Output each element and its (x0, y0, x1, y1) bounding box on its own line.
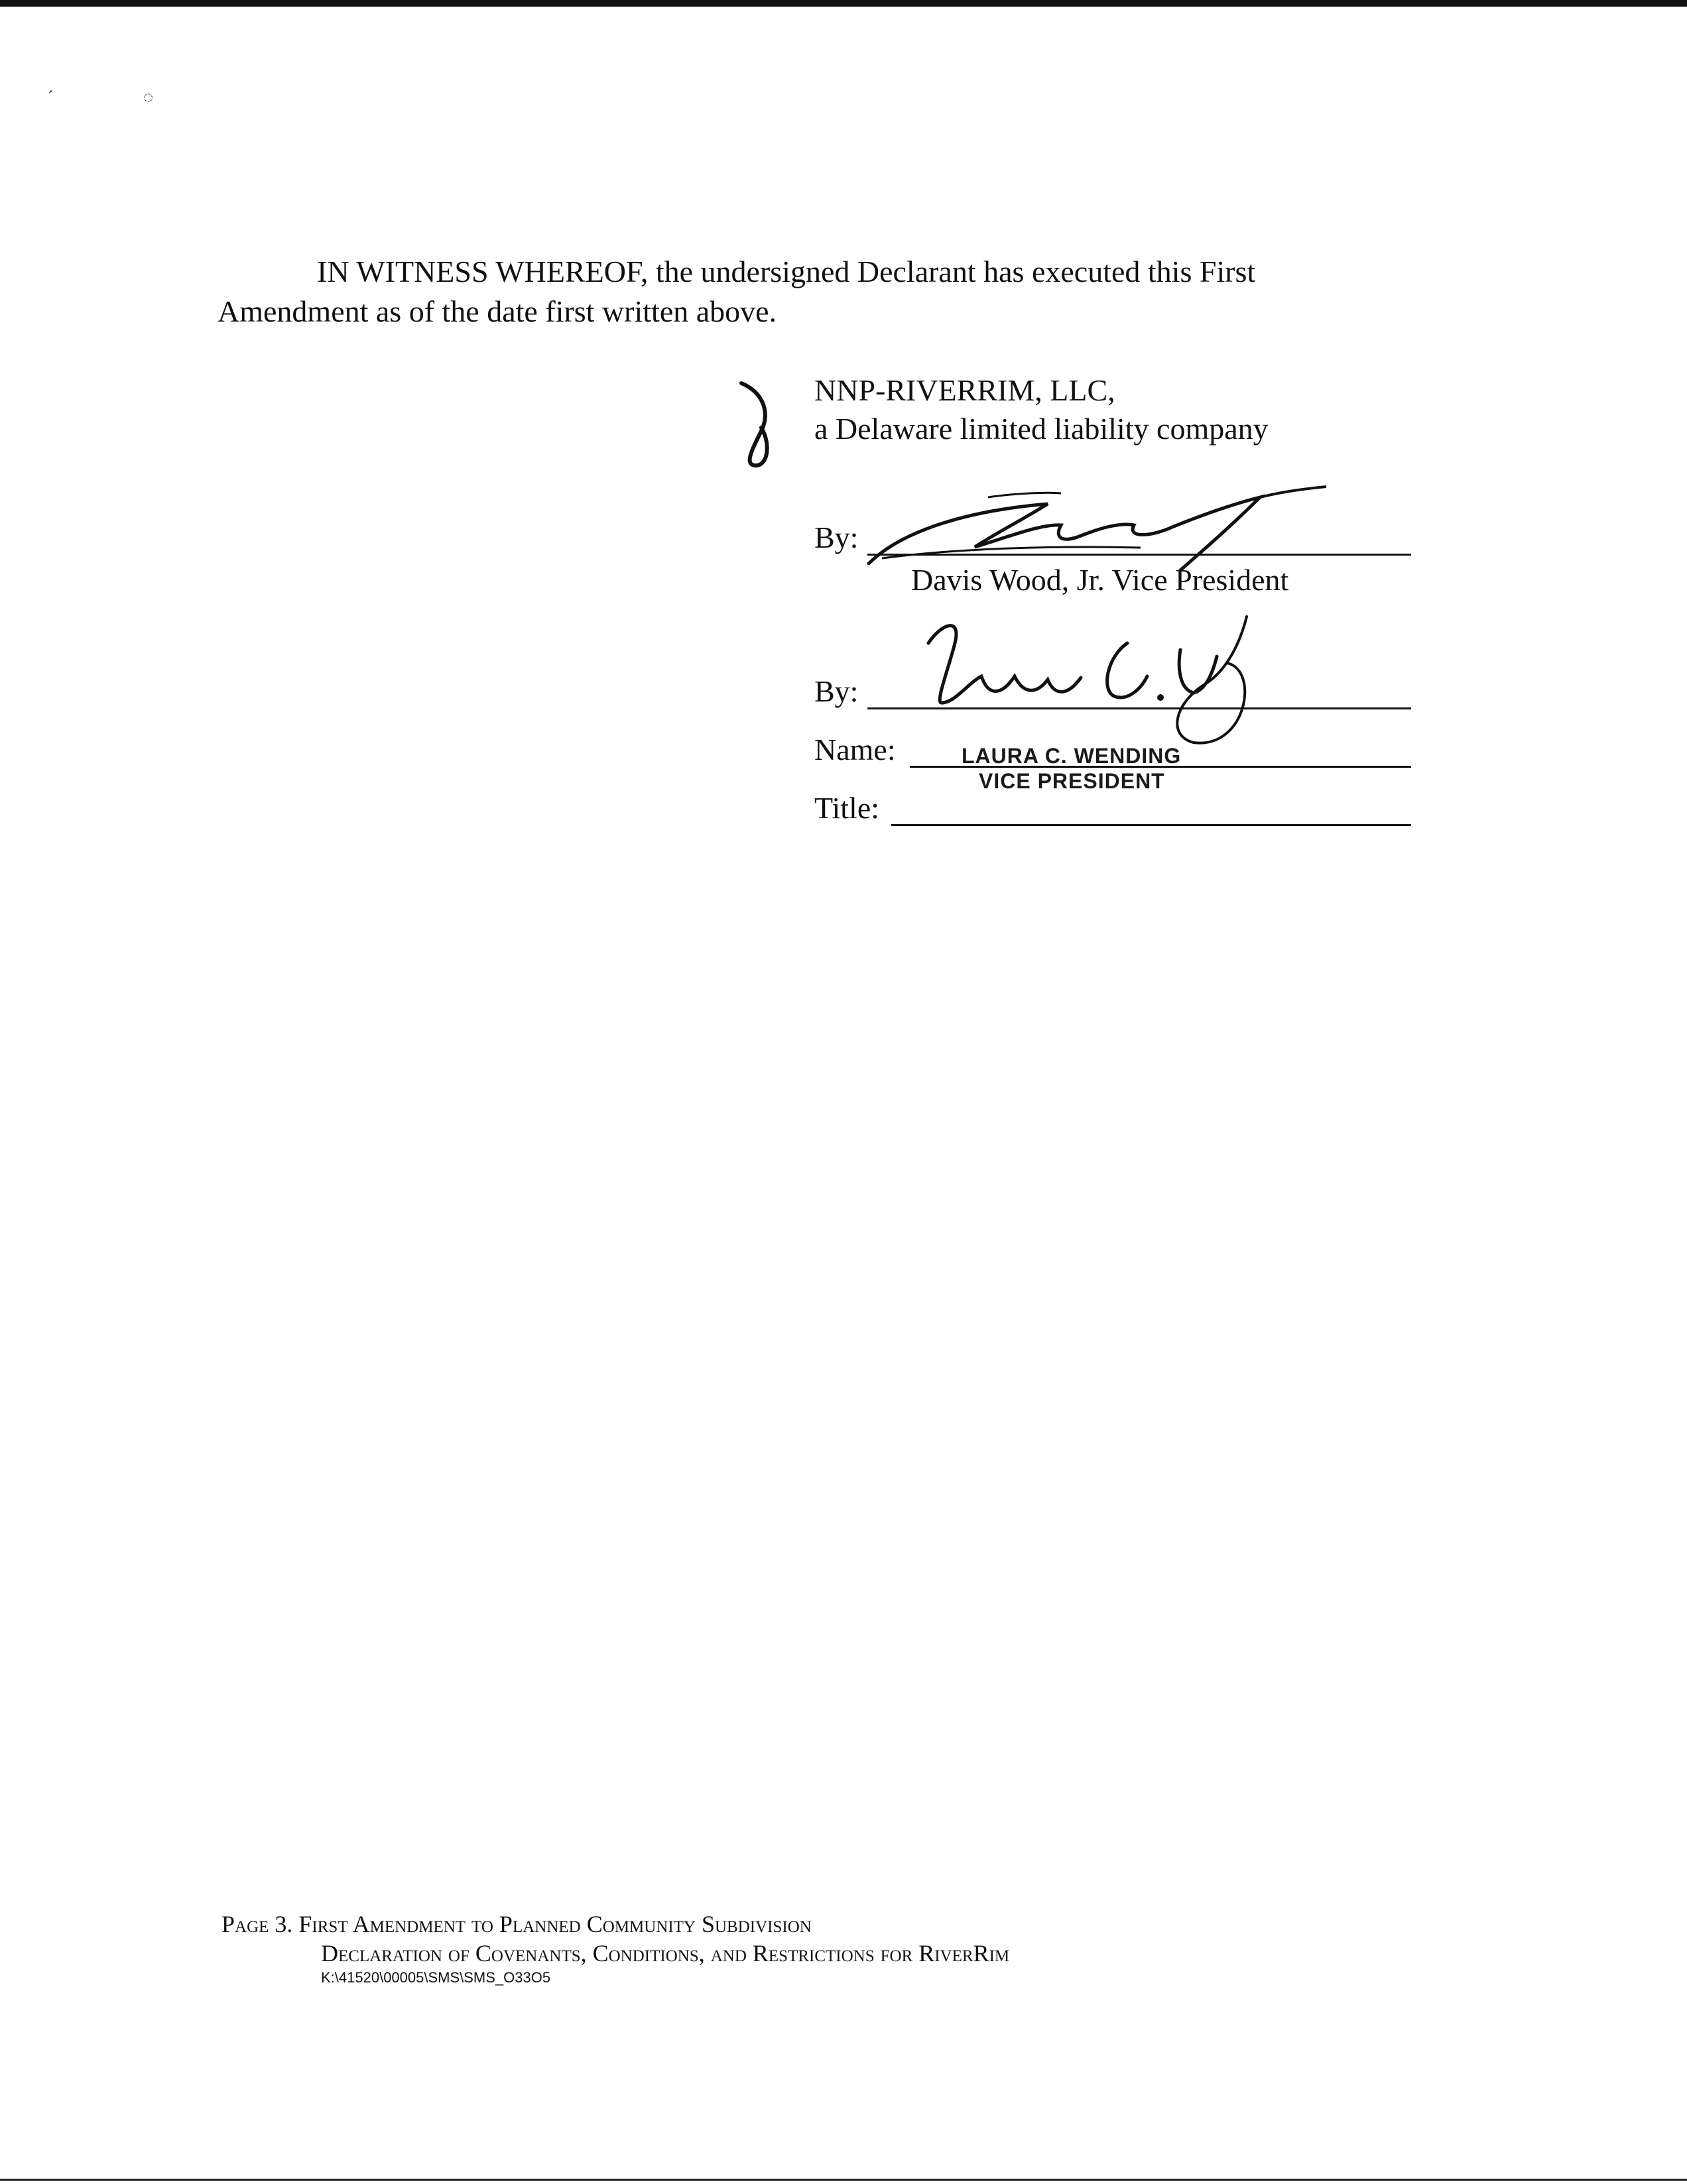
scan-edge-top (0, 0, 1687, 7)
title-line (891, 824, 1411, 826)
witness-paragraph (218, 252, 1424, 332)
title-label: Title: (814, 791, 880, 825)
signatory-1-printed-name: Davis Wood, Jr. Vice President (911, 563, 1289, 597)
footer-file-path: K:\41520\00005\SMS\SMS_O33O5 (321, 1969, 551, 1986)
by-label-1: By: (814, 520, 859, 554)
stamp-title: VICE PRESIDENT (979, 769, 1165, 793)
witness-line-2: Amendment as of the date first written above. (218, 294, 777, 328)
title-row (814, 790, 1411, 830)
margin-initial-mark (735, 378, 781, 471)
footer-page-number: Page 3. (221, 1911, 293, 1937)
by-label-2: By: (814, 674, 859, 708)
page-footer (221, 1910, 1009, 1988)
footer-line-2: Declaration of Covenants, Conditions, and Restrictions for RiverRim (321, 1940, 1010, 1967)
scan-speck: ◌ (143, 88, 154, 107)
footer-line-1: First Amendment to Planned Community Subdivision (298, 1911, 812, 1937)
witness-line-1: IN WITNESS WHEREOF, the undersigned Declarant has executed this First (317, 255, 1256, 288)
scan-speck: ˊ (48, 88, 54, 107)
stamp-name: LAURA C. WENDING (962, 744, 1182, 768)
company-name: NNP-RIVERRIM, LLC, (814, 373, 1115, 407)
name-label: Name: (814, 733, 896, 766)
scan-edge-bottom (0, 2179, 1687, 2181)
company-description: a Delaware limited liability company (814, 412, 1269, 446)
company-block (814, 371, 1269, 448)
